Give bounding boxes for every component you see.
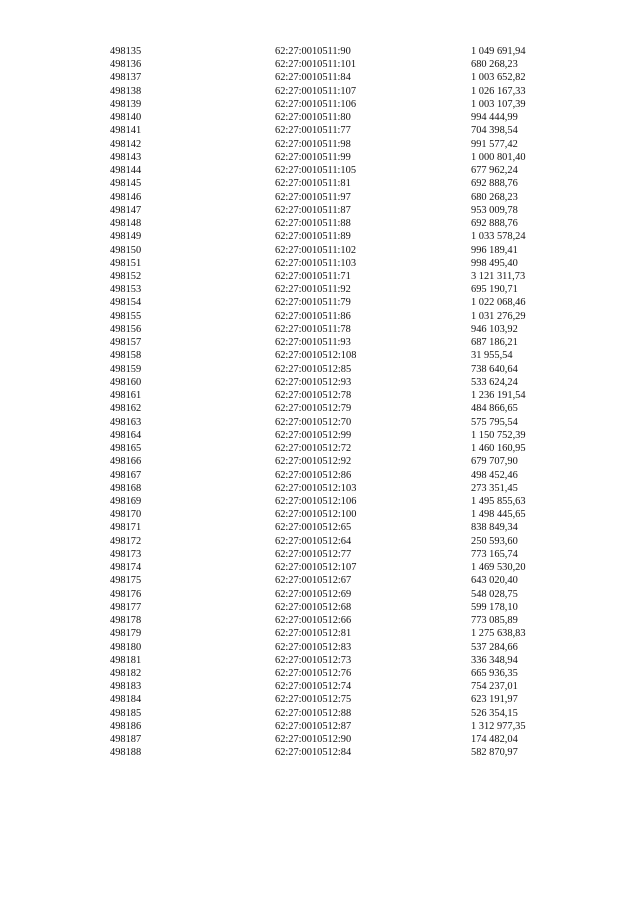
cadastral-number: 62:27:0010512:67 — [275, 575, 352, 587]
row-number: 498147 — [110, 204, 142, 216]
cadastral-number: 62:27:0010512:106 — [275, 495, 357, 507]
cadastral-number: 62:27:0010511:101 — [275, 59, 357, 71]
row-number: 498138 — [110, 85, 142, 97]
cadastral-number: 62:27:0010512:77 — [275, 548, 352, 560]
amount: 537 284,66 — [471, 641, 518, 653]
row-number: 498160 — [110, 376, 142, 388]
row-number: 498161 — [110, 390, 142, 402]
amount: 1 495 855,63 — [471, 495, 526, 507]
cadastral-number: 62:27:0010512:100 — [275, 509, 357, 521]
amount: 680 268,23 — [471, 59, 518, 71]
row-number: 498139 — [110, 98, 142, 110]
row-number: 498170 — [110, 509, 142, 521]
cadastral-number: 62:27:0010512:92 — [275, 456, 352, 468]
amount: 1 000 801,40 — [471, 151, 526, 163]
amount: 773 085,89 — [471, 615, 518, 627]
amount: 687 186,21 — [471, 337, 518, 349]
cadastral-number: 62:27:0010511:89 — [275, 231, 351, 243]
cadastral-number: 62:27:0010511:92 — [275, 284, 351, 296]
amount: 1 022 068,46 — [471, 297, 526, 309]
row-number: 498156 — [110, 323, 142, 335]
cadastral-number: 62:27:0010512:79 — [275, 403, 352, 415]
cadastral-number: 62:27:0010512:74 — [275, 681, 352, 693]
row-number: 498159 — [110, 363, 142, 375]
row-number: 498180 — [110, 641, 142, 653]
cadastral-number: 62:27:0010512:87 — [275, 720, 352, 732]
cadastral-number: 62:27:0010512:72 — [275, 443, 352, 455]
amount: 3 121 311,73 — [471, 270, 526, 282]
cadastral-number: 62:27:0010512:107 — [275, 562, 357, 574]
cadastral-number: 62:27:0010512:103 — [275, 482, 357, 494]
cadastral-number: 62:27:0010511:106 — [275, 98, 357, 110]
row-number: 498188 — [110, 747, 142, 759]
cadastral-number: 62:27:0010512:73 — [275, 654, 352, 666]
row-number: 498157 — [110, 337, 142, 349]
row-number: 498148 — [110, 218, 142, 230]
row-number: 498182 — [110, 668, 142, 680]
cadastral-number: 62:27:0010512:66 — [275, 615, 352, 627]
amount: 773 165,74 — [471, 548, 518, 560]
amount: 526 354,15 — [471, 707, 518, 719]
cadastral-number: 62:27:0010512:83 — [275, 641, 352, 653]
amount: 1 003 652,82 — [471, 72, 526, 84]
amount: 533 624,24 — [471, 376, 518, 388]
row-number: 498177 — [110, 601, 142, 613]
amount: 680 268,23 — [471, 191, 518, 203]
amount: 738 640,64 — [471, 363, 518, 375]
row-number: 498150 — [110, 244, 142, 256]
amount: 1 312 977,35 — [471, 720, 526, 732]
cadastral-number: 62:27:0010511:99 — [275, 151, 351, 163]
amount: 498 452,46 — [471, 469, 518, 481]
amount: 273 351,45 — [471, 482, 518, 494]
row-number: 498169 — [110, 495, 142, 507]
row-number: 498164 — [110, 429, 142, 441]
amount: 1 150 752,39 — [471, 429, 526, 441]
cadastral-number: 62:27:0010511:93 — [275, 337, 351, 349]
cadastral-number: 62:27:0010511:84 — [275, 72, 351, 84]
cadastral-number: 62:27:0010511:102 — [275, 244, 357, 256]
amount: 1 275 638,83 — [471, 628, 526, 640]
row-number: 498175 — [110, 575, 142, 587]
amount: 623 191,97 — [471, 694, 518, 706]
amount: 250 593,60 — [471, 535, 518, 547]
row-number: 498135 — [110, 46, 142, 57]
row-number: 498167 — [110, 469, 142, 481]
cadastral-number: 62:27:0010511:107 — [275, 85, 357, 97]
amount: 582 870,97 — [471, 747, 518, 759]
row-number: 498149 — [110, 231, 142, 243]
row-number: 498163 — [110, 416, 142, 428]
row-number: 498145 — [110, 178, 142, 190]
row-number: 498183 — [110, 681, 142, 693]
row-number: 498171 — [110, 522, 142, 534]
row-number: 498158 — [110, 350, 142, 362]
amount: 665 936,35 — [471, 668, 518, 680]
amount: 548 028,75 — [471, 588, 518, 600]
amount: 754 237,01 — [471, 681, 518, 693]
cadastral-number: 62:27:0010511:86 — [275, 310, 351, 322]
amount: 838 849,34 — [471, 522, 518, 534]
amount: 946 103,92 — [471, 323, 518, 335]
amount: 174 482,04 — [471, 734, 518, 746]
row-number: 498172 — [110, 535, 142, 547]
row-number: 498152 — [110, 270, 142, 282]
row-number: 498137 — [110, 72, 142, 84]
cadastral-number: 62:27:0010512:76 — [275, 668, 352, 680]
amount: 484 866,65 — [471, 403, 518, 415]
cadastral-number: 62:27:0010511:71 — [275, 270, 351, 282]
amount: 679 707,90 — [471, 456, 518, 468]
amount: 336 348,94 — [471, 654, 518, 666]
cadastral-number: 62:27:0010511:88 — [275, 218, 351, 230]
amount: 1 031 276,29 — [471, 310, 526, 322]
cadastral-number: 62:27:0010511:103 — [275, 257, 357, 269]
row-number: 498142 — [110, 138, 142, 150]
amount: 991 577,42 — [471, 138, 518, 150]
amount: 31 955,54 — [471, 350, 513, 362]
amount: 1 033 578,24 — [471, 231, 526, 243]
row-number: 498186 — [110, 720, 142, 732]
cadastral-number: 62:27:0010511:78 — [275, 323, 351, 335]
cadastral-number: 62:27:0010512:108 — [275, 350, 357, 362]
amount: 998 495,40 — [471, 257, 518, 269]
row-number: 498168 — [110, 482, 142, 494]
amount: 996 189,41 — [471, 244, 518, 256]
row-number: 498176 — [110, 588, 142, 600]
row-number: 498146 — [110, 191, 142, 203]
row-number: 498174 — [110, 562, 142, 574]
amount: 1 003 107,39 — [471, 98, 526, 110]
row-number: 498153 — [110, 284, 142, 296]
row-number: 498185 — [110, 707, 142, 719]
cadastral-number: 62:27:0010512:88 — [275, 707, 352, 719]
cadastral-number: 62:27:0010512:90 — [275, 734, 352, 746]
cadastral-number: 62:27:0010512:81 — [275, 628, 352, 640]
row-number: 498178 — [110, 615, 142, 627]
row-number: 498136 — [110, 59, 142, 71]
amount: 1 460 160,95 — [471, 443, 526, 455]
cadastral-number: 62:27:0010512:86 — [275, 469, 352, 481]
cadastral-number: 62:27:0010512:75 — [275, 694, 352, 706]
row-number: 498173 — [110, 548, 142, 560]
amount: 1 498 445,65 — [471, 509, 526, 521]
row-number: 498140 — [110, 112, 142, 124]
row-number: 498166 — [110, 456, 142, 468]
cadastral-number: 62:27:0010512:78 — [275, 390, 352, 402]
amount: 1 236 191,54 — [471, 390, 526, 402]
cadastral-number: 62:27:0010512:68 — [275, 601, 352, 613]
cadastral-number: 62:27:0010512:70 — [275, 416, 352, 428]
row-number: 498184 — [110, 694, 142, 706]
cadastral-number: 62:27:0010511:97 — [275, 191, 351, 203]
amount: 1 026 167,33 — [471, 85, 526, 97]
row-number: 498144 — [110, 165, 142, 177]
cadastral-number: 62:27:0010511:105 — [275, 165, 357, 177]
cadastral-number: 62:27:0010511:98 — [275, 138, 351, 150]
amount: 677 962,24 — [471, 165, 518, 177]
row-number: 498179 — [110, 628, 142, 640]
cadastral-number: 62:27:0010512:84 — [275, 747, 352, 759]
row-number: 498165 — [110, 443, 142, 455]
amount: 704 398,54 — [471, 125, 518, 137]
row-number: 498155 — [110, 310, 142, 322]
amount: 1 049 691,94 — [471, 46, 526, 57]
cadastral-number: 62:27:0010511:77 — [275, 125, 351, 137]
cadastral-number: 62:27:0010512:65 — [275, 522, 352, 534]
cadastral-number: 62:27:0010511:87 — [275, 204, 351, 216]
cadastral-number: 62:27:0010511:90 — [275, 46, 351, 57]
cadastral-number: 62:27:0010512:69 — [275, 588, 352, 600]
amount: 994 444,99 — [471, 112, 518, 124]
amount: 695 190,71 — [471, 284, 518, 296]
row-number: 498162 — [110, 403, 142, 415]
cadastral-number: 62:27:0010512:93 — [275, 376, 352, 388]
row-number: 498181 — [110, 654, 142, 666]
amount: 1 469 530,20 — [471, 562, 526, 574]
cadastral-number: 62:27:0010512:85 — [275, 363, 352, 375]
amount: 953 009,78 — [471, 204, 518, 216]
amount: 599 178,10 — [471, 601, 518, 613]
cadastral-number: 62:27:0010511:79 — [275, 297, 351, 309]
cadastral-number: 62:27:0010511:80 — [275, 112, 351, 124]
amount: 692 888,76 — [471, 178, 518, 190]
amount: 692 888,76 — [471, 218, 518, 230]
row-number: 498187 — [110, 734, 142, 746]
cadastral-number: 62:27:0010512:64 — [275, 535, 352, 547]
cadastral-number: 62:27:0010512:99 — [275, 429, 352, 441]
row-number: 498154 — [110, 297, 142, 309]
row-number: 498143 — [110, 151, 142, 163]
amount: 575 795,54 — [471, 416, 518, 428]
row-number: 498141 — [110, 125, 142, 137]
amount: 643 020,40 — [471, 575, 518, 587]
cadastral-number: 62:27:0010511:81 — [275, 178, 351, 190]
row-number: 498151 — [110, 257, 142, 269]
